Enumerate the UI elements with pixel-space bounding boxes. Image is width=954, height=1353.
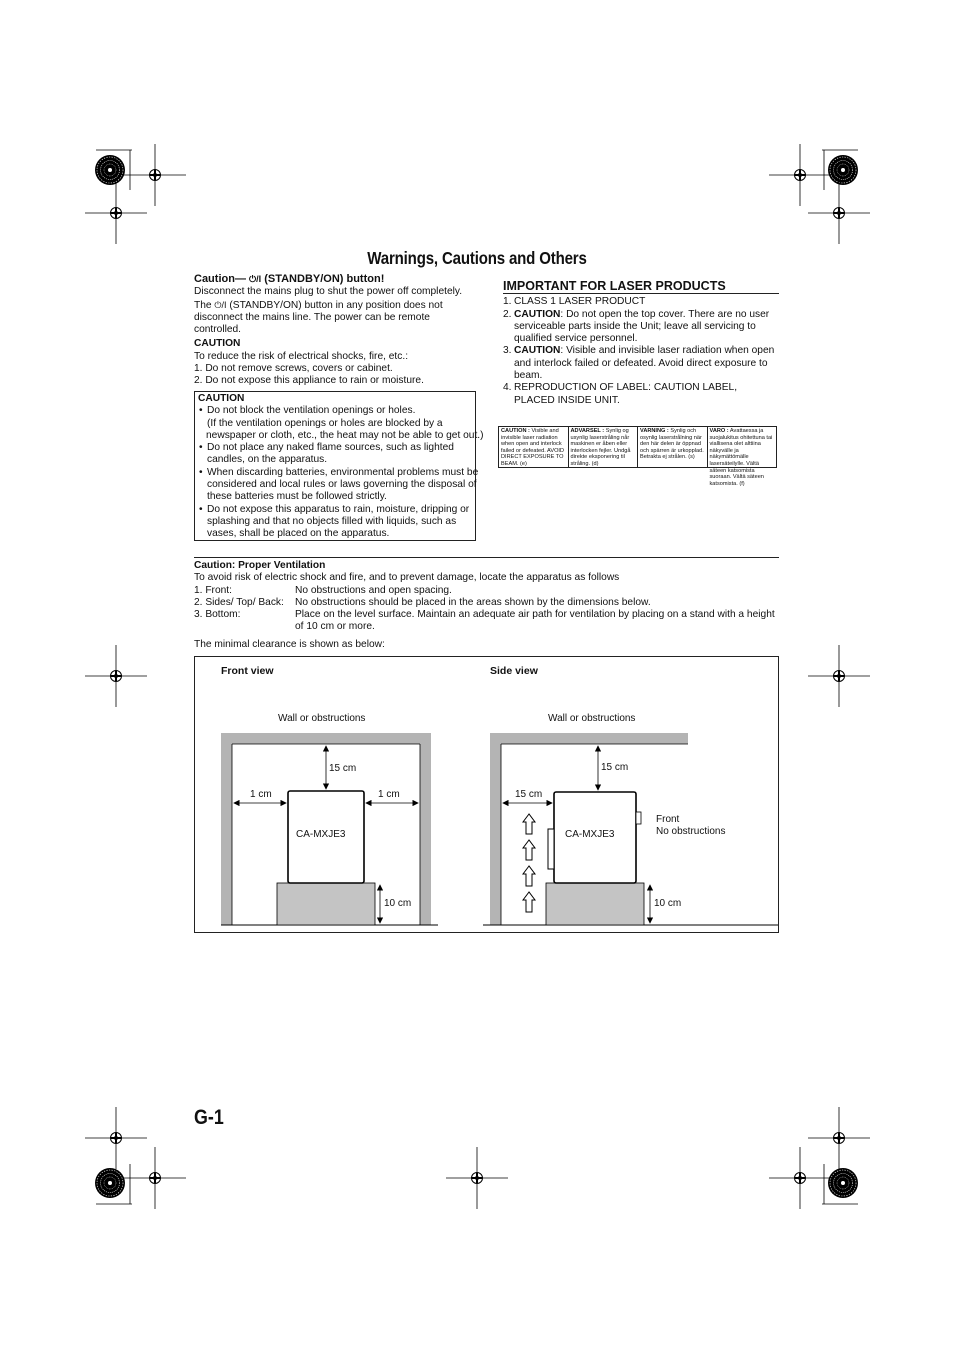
front-wall-label: Wall or obstructions bbox=[278, 713, 366, 724]
ventilation-row bbox=[194, 585, 779, 597]
ventilation-key: 3. Bottom: bbox=[194, 609, 241, 621]
side-front-label: Front bbox=[656, 814, 680, 825]
label-cell-english bbox=[499, 427, 569, 467]
label-cell-head: VARO : bbox=[709, 428, 729, 434]
label-cell-head: ADVARSEL : bbox=[570, 428, 605, 434]
side-wall-label: Wall or obstructions bbox=[548, 713, 636, 724]
bullet-line: splashing and that no objects filled with liquids, such as bbox=[207, 515, 457, 527]
power-standby-icon: ⏻/I bbox=[214, 299, 227, 310]
laser-item-line: and interlock failed or defeated. Avoid direct exposure to bbox=[514, 357, 768, 369]
laser-item-4 bbox=[503, 382, 779, 407]
caution-intro: To reduce the risk of electrical shocks, fire, etc.: bbox=[194, 350, 409, 362]
ventilation-key: 2. Sides/ Top/ Back: bbox=[194, 596, 284, 608]
minimal-clearance-note: The minimal clearance is shown as below: bbox=[194, 638, 385, 650]
standby-line-1: Disconnect the mains plug to shut the power off completely. bbox=[194, 286, 463, 298]
bullet-line: (If the ventilation openings or holes are blocked by a bbox=[207, 417, 443, 429]
caution-bullet bbox=[198, 442, 473, 467]
side-unit-model: CA-MXJE3 bbox=[565, 829, 615, 840]
page-number: G-1 bbox=[194, 1106, 224, 1129]
item-number: 1. bbox=[503, 296, 512, 308]
ventilation-row bbox=[194, 597, 779, 609]
registration-star-bottom-right bbox=[828, 1168, 858, 1198]
registration-star-bottom-left bbox=[95, 1168, 125, 1198]
standby-caution-section bbox=[194, 273, 478, 388]
ventilation-value: No obstructions and open spacing. bbox=[295, 584, 452, 596]
ventilation-key: 1. Front: bbox=[194, 584, 232, 596]
caution-bullet bbox=[198, 466, 479, 504]
laser-section bbox=[503, 280, 779, 407]
side-unit-back-panel bbox=[548, 829, 554, 869]
ventilation-section bbox=[194, 560, 779, 651]
standby-heading-prefix: Caution— bbox=[194, 273, 246, 285]
laser-item-text: CLASS 1 LASER PRODUCT bbox=[514, 296, 646, 308]
laser-item-line: qualified service personnel. bbox=[514, 333, 638, 345]
standby-heading bbox=[194, 273, 478, 285]
ventilation-heading: Caution: Proper Ventilation bbox=[194, 560, 326, 571]
caution-item: 2. Do not expose this appliance to rain or moisture. bbox=[194, 375, 424, 387]
ventilation-value: No obstructions should be placed in the areas shown by the dimensions below. bbox=[295, 596, 651, 608]
label-cell-head: CAUTION : bbox=[501, 428, 530, 434]
laser-item-line: REPRODUCTION OF LABEL: CAUTION LABEL, bbox=[514, 382, 738, 394]
power-standby-icon: ⏻/I bbox=[249, 274, 262, 284]
ventilation-row bbox=[194, 609, 779, 634]
item-number: 2. bbox=[503, 308, 512, 320]
side-bottom-clearance: 10 cm bbox=[654, 898, 682, 909]
airflow-arrow-icon bbox=[523, 814, 535, 834]
laser-item-text: : Do not open the top cover. There are no user bbox=[560, 308, 770, 320]
side-no-obstructions-label: No obstructions bbox=[656, 826, 726, 837]
ventilation-value-line: of 10 cm or more. bbox=[295, 621, 375, 633]
caution-bullet bbox=[198, 504, 473, 541]
clearance-diagram bbox=[194, 656, 779, 933]
airflow-arrow-icon bbox=[523, 892, 535, 912]
label-cell-text: Synlig og usynlig laserstråling når maskinen er åben eller interlocken fejler. Undgå direkte eksponering til stråling. bbox=[570, 428, 631, 467]
bullet-line: • Do not block the ventilation openings or holes. bbox=[207, 405, 416, 417]
side-stand bbox=[546, 883, 644, 925]
laser-item-bold: CAUTION bbox=[514, 345, 561, 357]
page-title: Warnings, Cautions and Others bbox=[367, 248, 587, 268]
standby-line-2-prefix: The bbox=[194, 299, 212, 311]
laser-item-bold: CAUTION bbox=[514, 308, 561, 320]
bullet-line: • Do not expose this apparatus to rain, moisture, dripping or bbox=[207, 503, 470, 515]
standby-line-3: disconnect the mains line. The power can be remote bbox=[194, 311, 430, 323]
caution-box bbox=[194, 391, 484, 541]
front-left-clearance: 1 cm bbox=[250, 789, 272, 800]
bullet-line: considered and local rules or laws governing the disposal of bbox=[207, 479, 477, 491]
side-back-clearance: 15 cm bbox=[515, 789, 543, 800]
label-cell-tag: (e) bbox=[519, 460, 527, 467]
laser-item-line: PLACED INSIDE UNIT. bbox=[514, 394, 620, 406]
label-cell-tag: (d) bbox=[591, 460, 599, 467]
section-divider bbox=[194, 557, 779, 558]
item-number: 3. bbox=[503, 345, 512, 357]
airflow-arrow-icon bbox=[523, 840, 535, 860]
label-cell-danish bbox=[569, 427, 639, 467]
bullet-line: vases, shall be placed on the apparatus. bbox=[207, 528, 390, 540]
standby-heading-suffix: (STANDBY/ON) button! bbox=[264, 273, 385, 285]
clearance-diagram-svg bbox=[195, 657, 778, 932]
label-cell-text: Visible and invisible laser radiation when open and interlock failed or defeated. AVOID DIRECT EXPOSURE TO BEAM. bbox=[501, 428, 565, 467]
bullet-line: candles, on the apparatus. bbox=[207, 454, 328, 466]
caution-bullet bbox=[198, 405, 484, 442]
laser-item-text: : Visible and invisible laser radiation when open bbox=[560, 345, 775, 357]
ventilation-intro: To avoid risk of electric shock and fire, and to prevent damage, locate the apparatus as follows bbox=[194, 572, 620, 584]
front-bottom-clearance: 10 cm bbox=[384, 898, 412, 909]
standby-line-2 bbox=[194, 299, 478, 312]
front-stand bbox=[277, 883, 375, 925]
ventilation-value-line: Place on the level surface. Maintain an adequate air path for ventilation by placing on a stand with a height bbox=[295, 609, 775, 621]
standby-line-2-suffix: (STANDBY/ON) button in any position does not bbox=[229, 299, 443, 311]
laser-item-2 bbox=[503, 309, 779, 346]
airflow-arrow-icon bbox=[523, 866, 535, 886]
label-cell-tag: (f) bbox=[739, 480, 745, 487]
label-cell-head: VARNING : bbox=[640, 428, 669, 434]
caution-item: 1. Do not remove screws, covers or cabinet. bbox=[194, 363, 393, 375]
front-top-clearance: 15 cm bbox=[329, 763, 357, 774]
label-cell-finnish bbox=[708, 427, 777, 487]
ventilation-value bbox=[295, 609, 779, 634]
bullet-line: • Do not place any naked flame sources, such as lighted bbox=[207, 442, 454, 454]
bullet-line: newspaper or cloth, etc., the heat may not be able to get out.) bbox=[206, 429, 484, 441]
bullet-line: • When discarding batteries, environmental problems must be bbox=[207, 466, 479, 478]
registration-star-top-right bbox=[828, 155, 858, 185]
laser-caution-label bbox=[498, 426, 777, 487]
laser-item-3 bbox=[503, 345, 779, 382]
laser-item-line: beam. bbox=[514, 370, 543, 382]
side-top-clearance: 15 cm bbox=[601, 762, 629, 773]
label-cell-text: Avattaessa ja suojalukitus ohitettuna tai viallisena olet alttiina näkyvälle ja näkymättömälle lasersäteilylle. Vältä säteen katsomista suoraan. Vältä säteen katsomista. bbox=[709, 428, 773, 487]
laser-item-line: serviceable parts inside the Unit; leave all servicing to bbox=[514, 320, 756, 332]
label-cell-text: Synlig och osynlig laserstrålning när den här delen är öppnad och spärren är urkopplad. Betrakta ej strålen. bbox=[640, 428, 704, 461]
laser-heading: IMPORTANT FOR LASER PRODUCTS bbox=[503, 280, 779, 294]
laser-item-1 bbox=[503, 296, 779, 308]
side-unit-front-knob bbox=[636, 812, 641, 824]
front-view-title: Front view bbox=[221, 665, 274, 677]
front-unit-model: CA-MXJE3 bbox=[296, 829, 346, 840]
standby-line-4: controlled. bbox=[194, 324, 242, 336]
airflow-arrows bbox=[523, 814, 535, 912]
registration-star-top-left bbox=[95, 155, 125, 185]
item-number: 4. bbox=[503, 382, 512, 394]
label-cell-tag: (s) bbox=[688, 454, 695, 461]
label-cell-swedish bbox=[638, 427, 708, 467]
side-view-title: Side view bbox=[490, 665, 538, 677]
caution-box-heading: CAUTION bbox=[198, 393, 245, 404]
caution-heading: CAUTION bbox=[194, 338, 241, 350]
front-right-clearance: 1 cm bbox=[378, 789, 400, 800]
bullet-line: these batteries must be followed strictly. bbox=[207, 491, 387, 503]
